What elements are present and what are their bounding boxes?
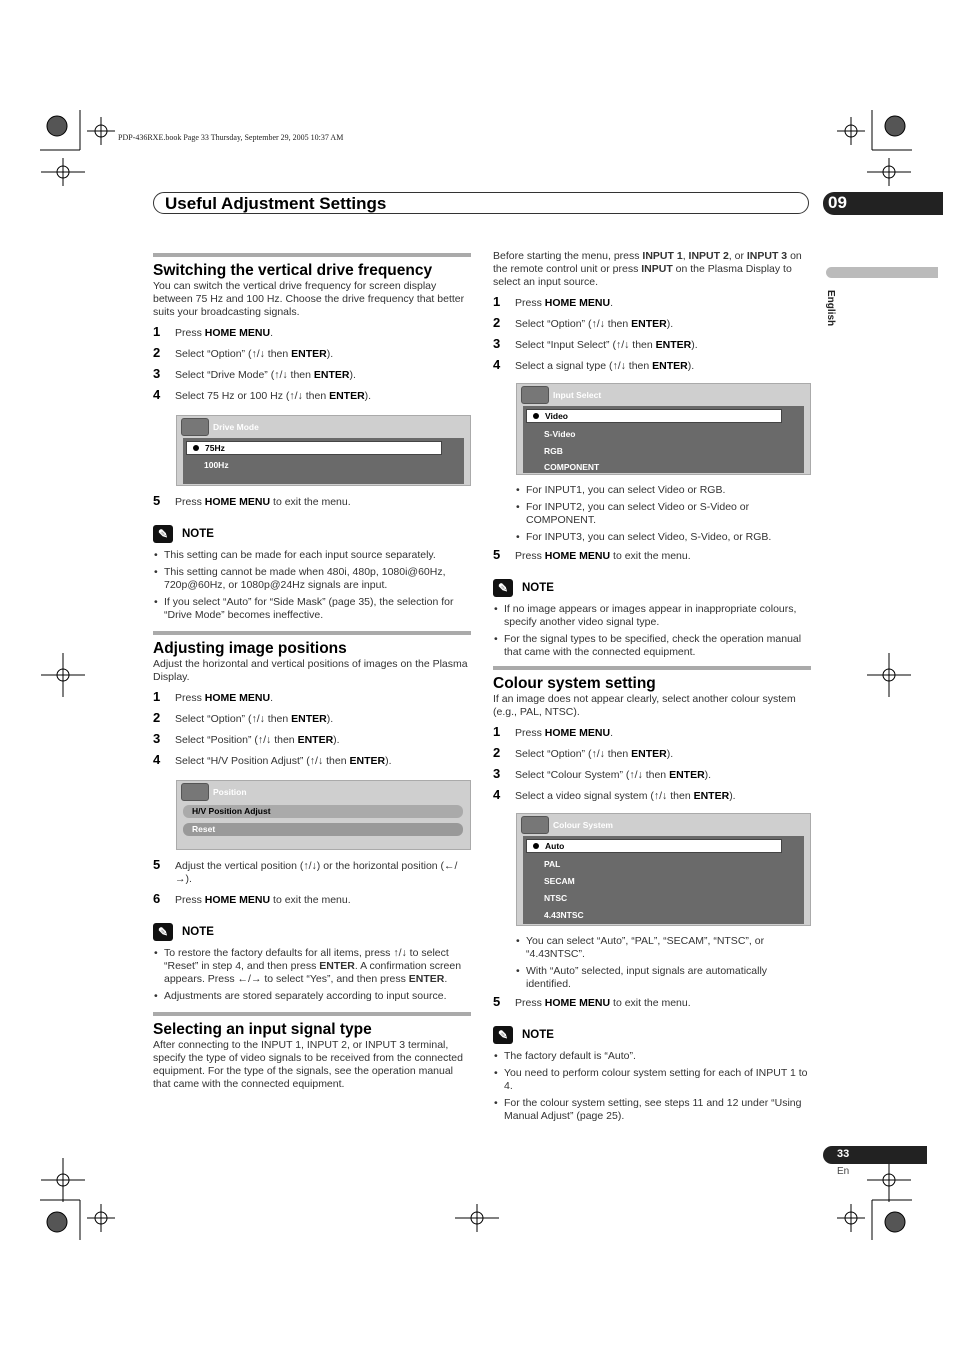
remote-icon xyxy=(521,386,549,404)
note-list xyxy=(153,947,471,1003)
intro-input-select: Before starting the menu, press INPUT 1, INPUT 2, or INPUT 3 on the remote control unit or press INPUT on the Plasma Display to select an input source. xyxy=(493,250,802,288)
list-item: • You can select “Auto”, “PAL”, “SECAM”, “NTSC”, or “4.43NTSC”. xyxy=(515,935,811,961)
step-item: 1 Press HOME MENU. xyxy=(493,724,614,739)
heading-drive-frequency: Switching the vertical drive frequency xyxy=(153,262,433,279)
heading-colour-system: Colour system setting xyxy=(493,675,656,692)
menu-option: H/V Position Adjust xyxy=(183,805,463,818)
menu-title: Colour System xyxy=(553,820,613,830)
step-item: 2 Select “Option” (↑/↓ then ENTER). xyxy=(493,315,674,330)
note-title: NOTE xyxy=(522,1029,554,1041)
note-list xyxy=(493,1050,811,1123)
intro-colour-system: If an image does not appear clearly, select another colour system (e.g., PAL, NTSC). xyxy=(493,693,796,718)
note-header xyxy=(493,1026,811,1044)
menu-option: COMPONENT xyxy=(544,462,600,472)
step-item: 1 Press HOME MENU. xyxy=(493,294,614,309)
note-item: • To restore the factory defaults for all items, press ↑/↓ to select “Reset” in step 4, and then press ENTER. A confirmation screen appears. Press ←/→ to select “Yes”, and then press ENTER. xyxy=(153,947,471,986)
menu-option: SECAM xyxy=(544,876,575,886)
step-item: 5 Press HOME MENU to exit the menu. xyxy=(493,994,691,1009)
right-column xyxy=(493,250,811,1127)
menu-title: Drive Mode xyxy=(213,422,259,432)
menu-option: 4.43NTSC xyxy=(544,910,584,920)
note-title: NOTE xyxy=(182,926,214,938)
language-tab-bar xyxy=(826,267,938,278)
note-pencil-icon: ✎ xyxy=(153,525,173,543)
note-pencil-icon: ✎ xyxy=(493,579,513,597)
note-item: • The factory default is “Auto”. xyxy=(493,1050,811,1063)
step-item: 2 Select “Option” (↑/↓ then ENTER). xyxy=(153,345,334,360)
step-item: 2 Select “Option” (↑/↓ then ENTER). xyxy=(153,710,334,725)
step-item: 5 Adjust the vertical position (↑/↓) or the horizontal position (←/→). xyxy=(153,857,458,885)
note-item: • For the colour system setting, see steps 11 and 12 under “Using Manual Adjust” (page 25). xyxy=(493,1097,811,1123)
note-pencil-icon: ✎ xyxy=(153,923,173,941)
chapter-number: 09 xyxy=(828,193,847,212)
language-label: English xyxy=(825,290,836,327)
menu-option: Reset xyxy=(183,823,463,836)
note-list xyxy=(493,603,811,659)
menu-option: RGB xyxy=(544,446,563,456)
step-item: 2 Select “Option” (↑/↓ then ENTER). xyxy=(493,745,674,760)
book-info-line: PDP-436RXE.book Page 33 Thursday, September 29, 2005 10:37 AM xyxy=(118,133,344,142)
note-list xyxy=(153,549,471,622)
note-title: NOTE xyxy=(182,528,214,540)
note-item: • This setting can be made for each input source separately. xyxy=(153,549,471,562)
note-item: • Adjustments are stored separately according to input source. xyxy=(153,990,471,1003)
step-item: 4 Select 75 Hz or 100 Hz (↑/↓ then ENTER). xyxy=(153,387,372,402)
input-types-list xyxy=(493,484,811,544)
step-item: 5 Press HOME MENU to exit the menu. xyxy=(153,493,351,508)
note-title: NOTE xyxy=(522,582,554,594)
step-item: 3 Select “Position” (↑/↓ then ENTER). xyxy=(153,731,340,746)
menu-option-selected: Auto xyxy=(526,839,782,853)
step-item: 6 Press HOME MENU to exit the menu. xyxy=(153,891,351,906)
step-item: 3 Select “Colour System” (↑/↓ then ENTER). xyxy=(493,766,712,781)
intro-input-signal: After connecting to the INPUT 1, INPUT 2, or INPUT 3 terminal, specify the type of video signals to be received from the connected equipment. For the type of the signals, see the operation manual that came with the connected equipment. xyxy=(153,1039,463,1090)
note-item: • For the signal types to be specified, check the operation manual that came with the connected equipment. xyxy=(493,633,811,659)
menu-option-selected: 75Hz xyxy=(186,441,442,455)
note-item: • If no image appears or images appear in inappropriate colours, specify another video signal type. xyxy=(493,603,811,629)
heading-input-signal: Selecting an input signal type xyxy=(153,1021,372,1038)
note-header xyxy=(153,923,471,941)
step-item: 4 Select a signal type (↑/↓ then ENTER). xyxy=(493,357,695,372)
input-select-menu-screenshot xyxy=(516,383,811,475)
menu-title: Position xyxy=(213,787,247,797)
remote-icon xyxy=(521,816,549,834)
step-item: 4 Select “H/V Position Adjust” (↑/↓ then ENTER). xyxy=(153,752,392,767)
note-item: • If you select “Auto” for “Side Mask” (page 35), the selection for “Drive Mode” becomes ineffective. xyxy=(153,596,471,622)
note-header xyxy=(493,579,811,597)
section-rule xyxy=(153,631,471,635)
intro-drive-frequency: You can switch the vertical drive frequency for screen display between 75 Hz and 100 Hz. Choose the drive frequency that better suits your broadcasting signals. xyxy=(153,280,465,318)
list-item: • With “Auto” selected, input signals are automatically identified. xyxy=(515,965,811,991)
menu-option: NTSC xyxy=(544,893,568,903)
list-item: • For INPUT2, you can select Video or S-Video or COMPONENT. xyxy=(515,501,811,527)
colour-options-list xyxy=(493,935,811,991)
drive-mode-menu-screenshot xyxy=(176,415,471,486)
note-item: • You need to perform colour system setting for each of INPUT 1 to 4. xyxy=(493,1067,811,1093)
step-item: 4 Select a video signal system (↑/↓ then ENTER). xyxy=(493,787,736,802)
note-item: • This setting cannot be made when 480i, 480p, 1080i@60Hz, 720p@60Hz, or 1080p@24Hz signals are input. xyxy=(153,566,471,592)
section-rule xyxy=(493,666,811,670)
colour-system-menu-screenshot xyxy=(516,813,811,926)
step-item: 3 Select “Drive Mode” (↑/↓ then ENTER). xyxy=(153,366,356,381)
menu-option: 100Hz xyxy=(204,460,229,470)
note-header xyxy=(153,525,471,543)
list-item: • For INPUT3, you can select Video, S-Video, or RGB. xyxy=(515,531,811,544)
language-code: En xyxy=(837,1166,850,1177)
menu-option: S-Video xyxy=(544,429,576,439)
step-item: 5 Press HOME MENU to exit the menu. xyxy=(493,547,691,562)
section-rule xyxy=(153,1012,471,1016)
step-item: 1 Press HOME MENU. xyxy=(153,689,274,704)
page-number: 33 xyxy=(837,1148,850,1160)
intro-image-positions: Adjust the horizontal and vertical positions of images on the Plasma Display. xyxy=(153,658,468,683)
remote-icon xyxy=(181,783,209,801)
left-column xyxy=(153,253,471,1091)
section-rule xyxy=(153,253,471,257)
steps-drive-frequency xyxy=(153,324,471,403)
step-item: 3 Select “Input Select” (↑/↓ then ENTER). xyxy=(493,336,698,351)
menu-option: PAL xyxy=(544,859,561,869)
list-item: • For INPUT1, you can select Video or RGB. xyxy=(515,484,811,497)
step-item: 1 Press HOME MENU. xyxy=(153,324,274,339)
remote-icon xyxy=(181,418,209,436)
section-header xyxy=(153,192,809,214)
menu-option-selected: Video xyxy=(526,409,782,423)
note-pencil-icon: ✎ xyxy=(493,1026,513,1044)
heading-image-positions: Adjusting image positions xyxy=(153,640,347,657)
menu-title: Input Select xyxy=(553,390,602,400)
page-number-badge xyxy=(823,1146,927,1164)
position-menu-screenshot xyxy=(176,780,471,850)
section-title: Useful Adjustment Settings xyxy=(165,194,387,213)
chapter-badge xyxy=(823,192,943,215)
